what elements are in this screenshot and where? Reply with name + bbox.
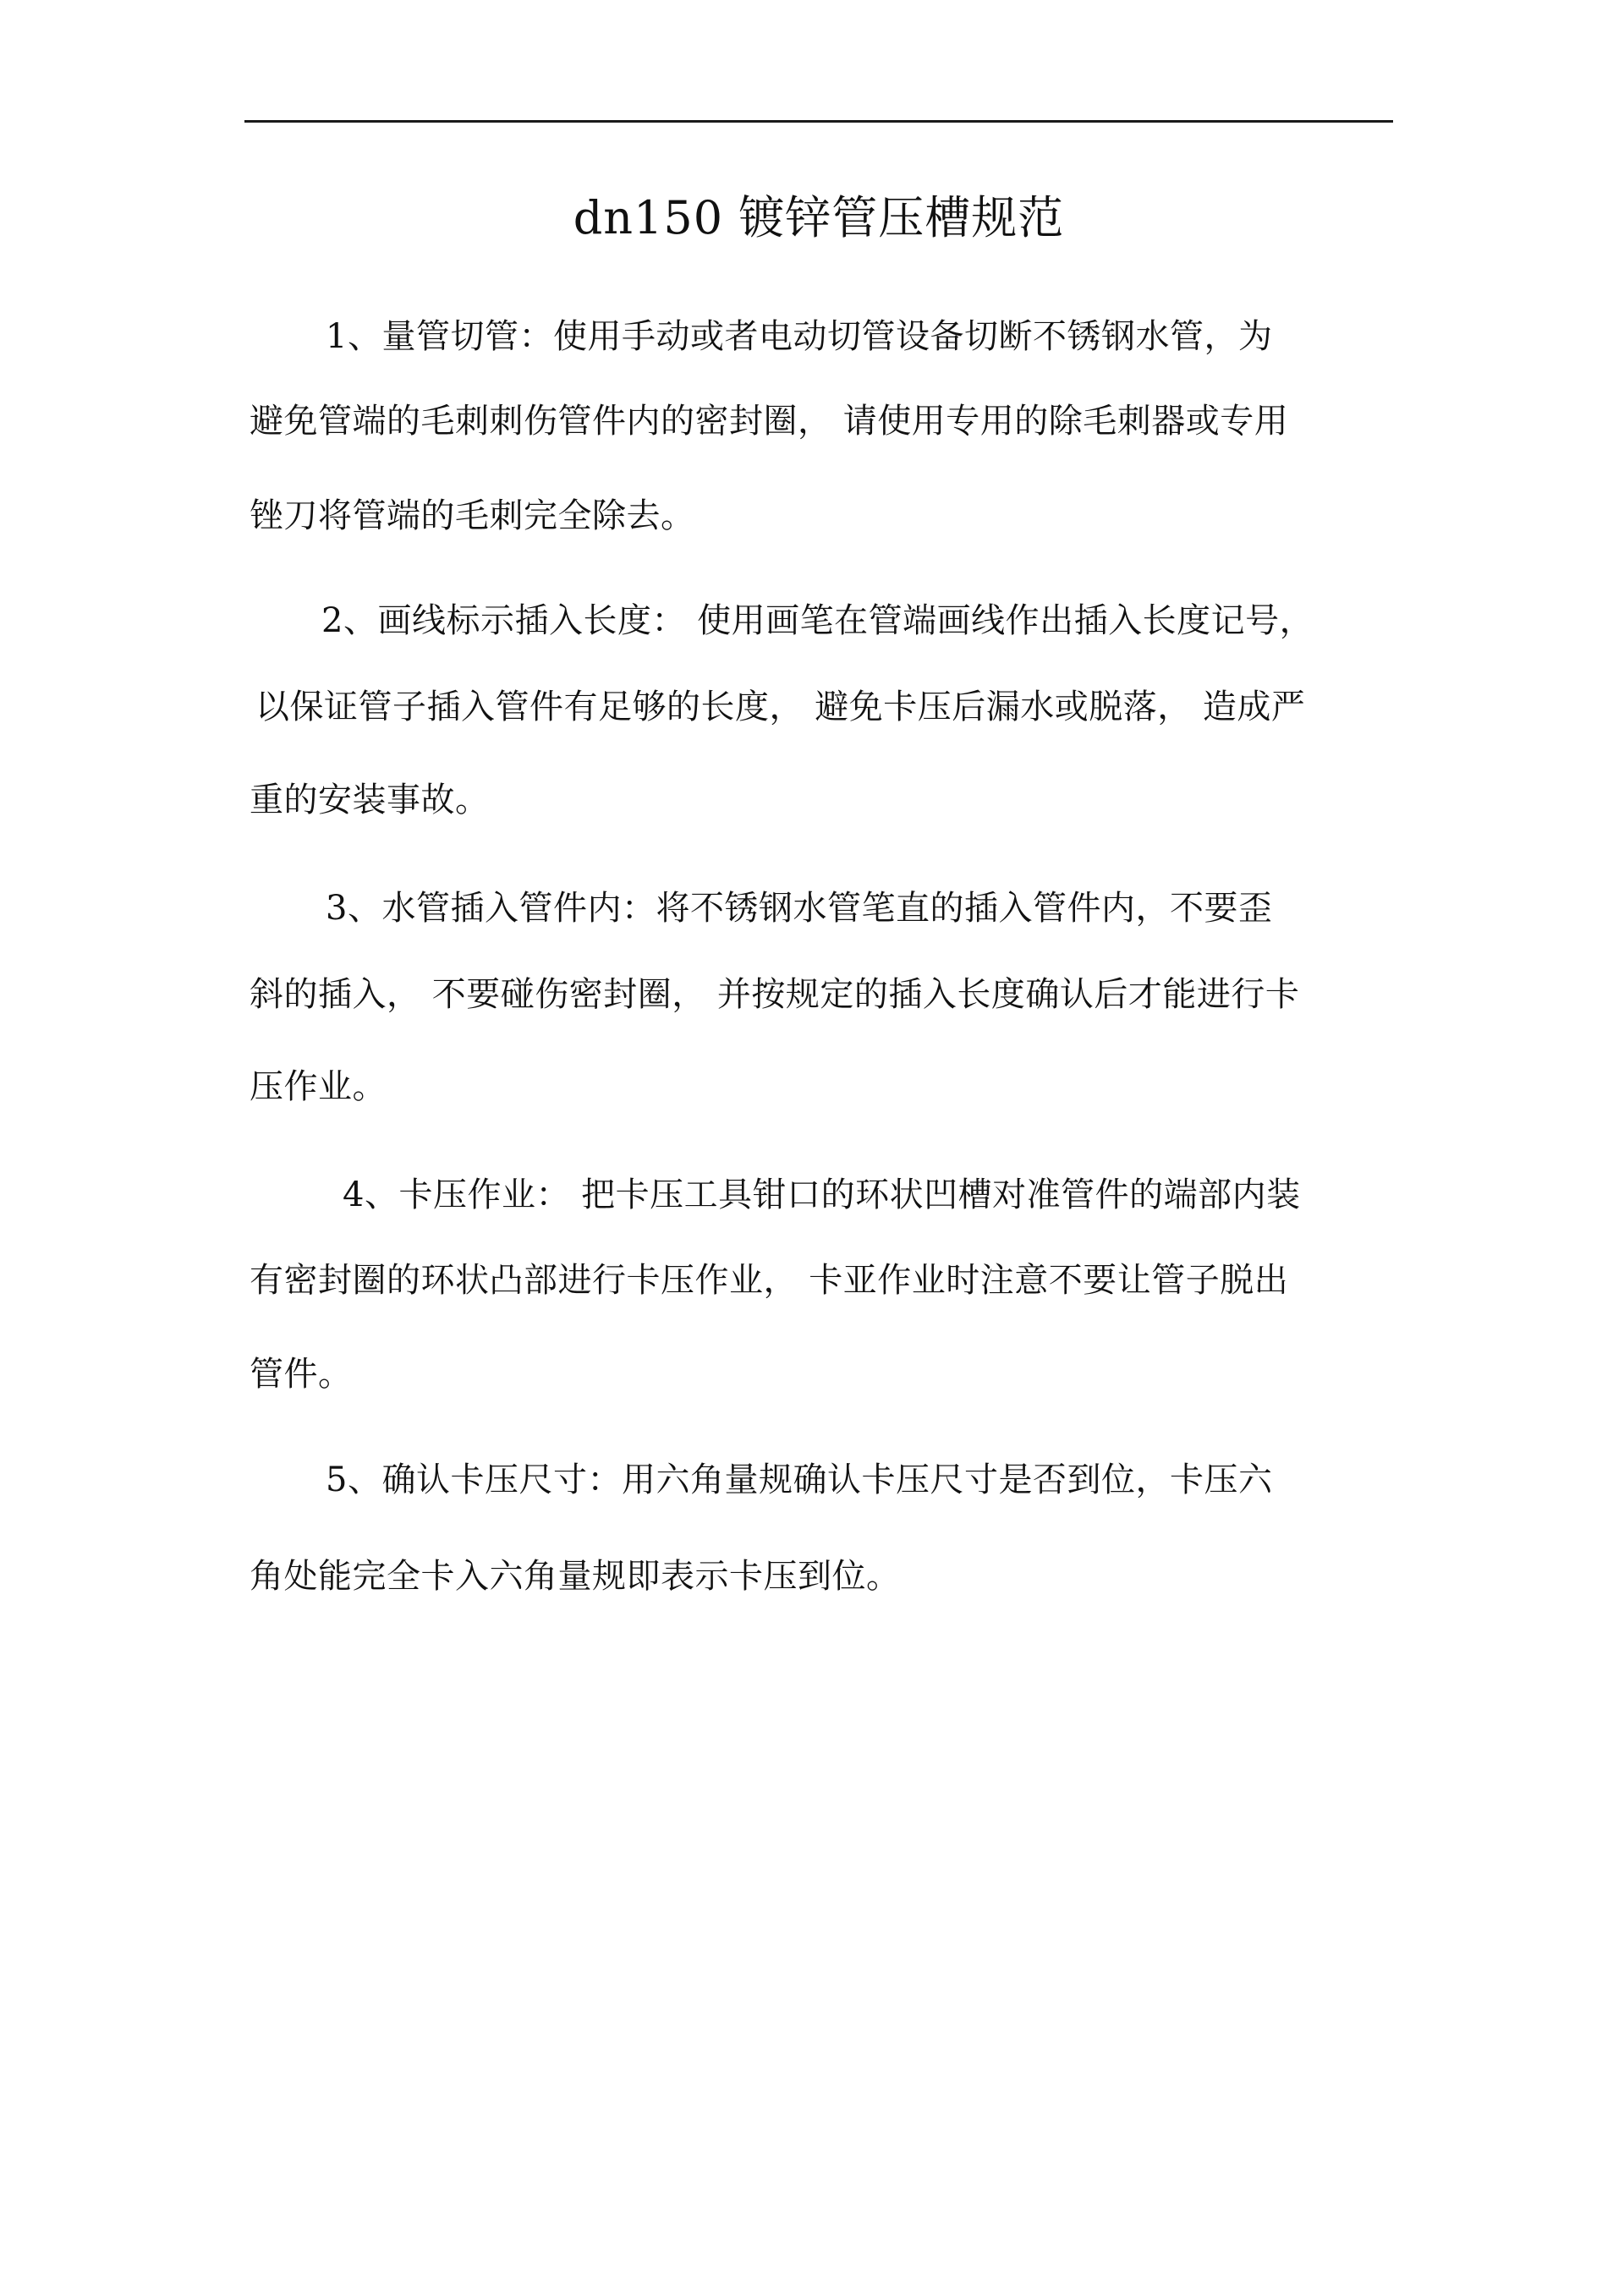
paragraph-1-line-3: 锉刀将管端的毛刺完全除去。 — [250, 496, 695, 535]
paragraph-4-line-1: 4、卡压作业： 把卡压工具钳口的环状凹槽对准管件的端部内装 — [343, 1175, 1301, 1214]
paragraph-5-line-2: 角处能完全卡入六角量规即表示卡压到位。 — [250, 1557, 901, 1596]
header-rule — [244, 120, 1393, 123]
paragraph-3-line-3: 压作业。 — [250, 1067, 387, 1106]
paragraph-2-line-1: 2、画线标示插入长度： 使用画笔在管端画线作出插入长度记号， — [321, 601, 1314, 640]
paragraph-3-line-1: 3、水管插入管件内：将不锈钢水管笔直的插入管件内，不要歪 — [326, 889, 1273, 928]
paragraph-5-line-1: 5、确认卡压尺寸：用六角量规确认卡压尺寸是否到位，卡压六 — [326, 1460, 1273, 1499]
paragraph-1-line-2: 避免管端的毛刺刺伤管件内的密封圈， 请使用专用的除毛刺器或专用 — [250, 402, 1289, 441]
paragraph-2-line-3: 重的安装事故。 — [250, 781, 490, 819]
paragraph-2-line-2: 以保证管子插入管件有足够的长度， 避免卡压后漏水或脱落， 造成严 — [255, 688, 1306, 726]
paragraph-1-line-1: 1、量管切管：使用手动或者电动切管设备切断不锈钢水管，为 — [326, 317, 1273, 356]
page-title: dn150 镀锌管压槽规范 — [573, 191, 1065, 244]
paragraph-4-line-2: 有密封圈的环状凸部进行卡压作业， 卡亚作业时注意不要让管子脱出 — [250, 1261, 1289, 1300]
paragraph-3-line-2: 斜的插入， 不要碰伤密封圈， 并按规定的插入长度确认后才能进行卡 — [250, 975, 1300, 1014]
paragraph-4-line-3: 管件。 — [250, 1355, 353, 1394]
